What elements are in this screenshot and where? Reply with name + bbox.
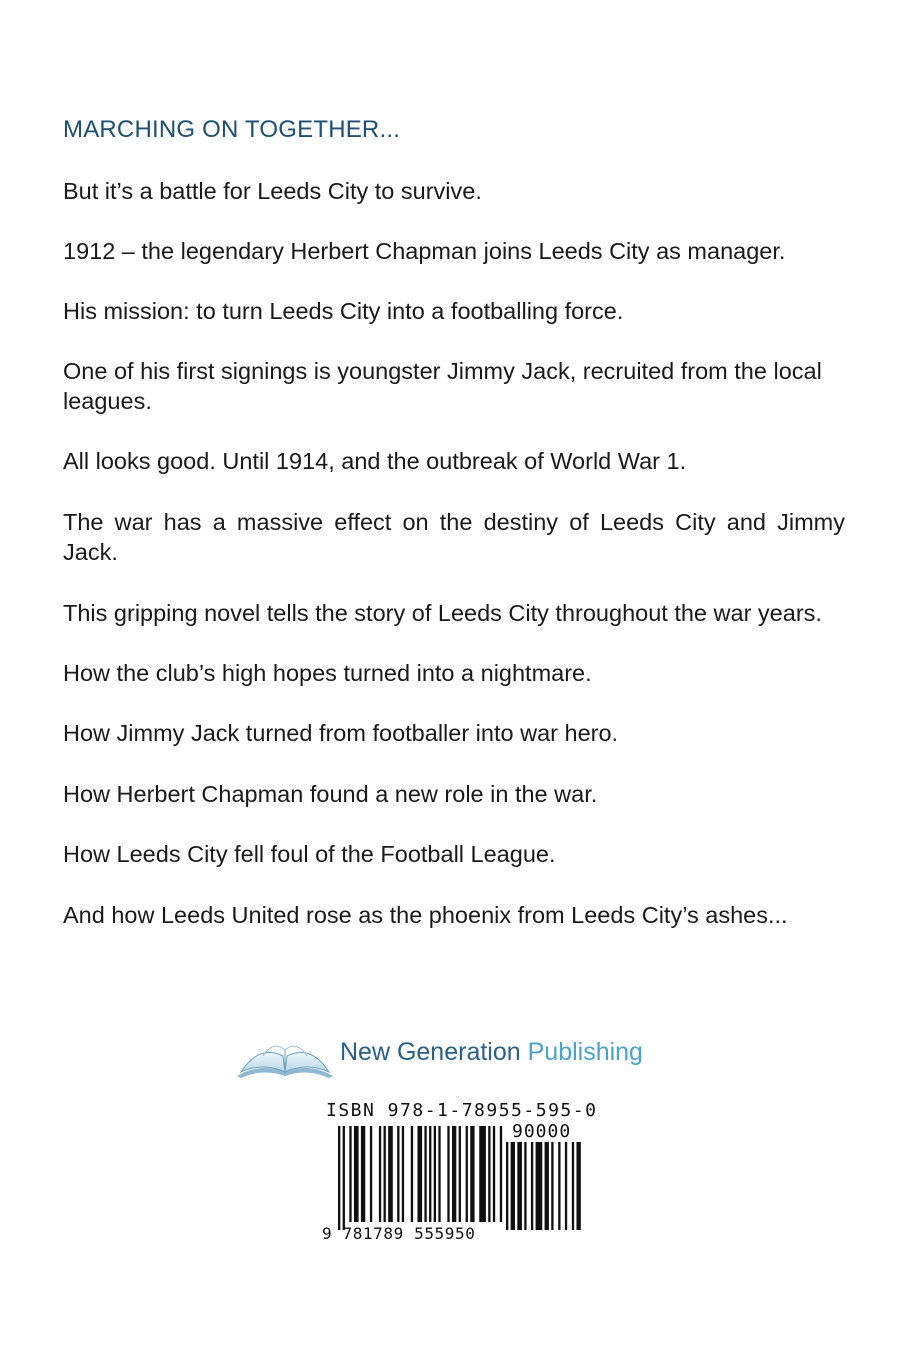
blurb-paragraph-4: One of his first signings is youngster Jimmy Jack, recruited from the local leagues. bbox=[63, 358, 822, 414]
barcode-bar bbox=[551, 1142, 553, 1230]
barcode-bar bbox=[452, 1126, 456, 1222]
isbn-barcode bbox=[322, 1100, 598, 1260]
barcode-bar bbox=[379, 1126, 381, 1222]
isbn-label: ISBN 978-1-78955-595-0 bbox=[326, 1100, 598, 1121]
barcode-bar bbox=[429, 1126, 431, 1222]
barcode-bar bbox=[479, 1126, 486, 1222]
barcode-bar bbox=[545, 1142, 549, 1230]
barcode-bar bbox=[424, 1126, 426, 1222]
barcode-digits: 9 781789 555950 bbox=[322, 1224, 476, 1243]
barcode-bars bbox=[338, 1126, 503, 1232]
price-barcode-bars bbox=[506, 1142, 582, 1242]
publisher-name-primary: New Generation bbox=[340, 1038, 521, 1066]
blurb-paragraph-1: But it’s a battle for Leeds City to survive. bbox=[63, 178, 482, 204]
barcode-bar bbox=[488, 1126, 490, 1222]
blurb-heading: MARCHING ON TOGETHER... bbox=[63, 116, 401, 143]
barcode-bar bbox=[447, 1126, 449, 1222]
barcode-bar bbox=[576, 1142, 580, 1230]
barcode-bar bbox=[506, 1142, 508, 1230]
barcode-bar bbox=[438, 1126, 440, 1222]
barcode-bar bbox=[370, 1126, 372, 1222]
barcode-bar bbox=[536, 1142, 543, 1230]
publisher-name-secondary: Publishing bbox=[527, 1038, 643, 1066]
barcode-bar bbox=[384, 1126, 386, 1222]
price-code: 90000 bbox=[512, 1121, 572, 1142]
barcode-bar bbox=[531, 1142, 533, 1230]
blurb-paragraph-8: How the club’s high hopes turned into a nightmare. bbox=[63, 660, 592, 686]
barcode-bar bbox=[343, 1126, 345, 1230]
blurb-paragraph-3: His mission: to turn Leeds City into a footballing force. bbox=[63, 298, 624, 324]
barcode-bar bbox=[434, 1126, 436, 1222]
blurb-paragraph-10: How Herbert Chapman found a new role in the war. bbox=[63, 781, 598, 807]
barcode-bar bbox=[511, 1142, 515, 1230]
barcode-bar bbox=[500, 1126, 502, 1222]
barcode-bar bbox=[493, 1126, 495, 1222]
publisher-logo bbox=[233, 1034, 673, 1082]
blurb-paragraph-12: And how Leeds United rose as the phoenix from Leeds City’s ashes... bbox=[63, 902, 788, 928]
barcode-bar bbox=[349, 1126, 351, 1222]
barcode-bar bbox=[565, 1142, 567, 1230]
publisher-name bbox=[340, 1038, 643, 1067]
blurb-paragraph-5: All looks good. Until 1914, and the outbreak of World War 1. bbox=[63, 448, 687, 474]
barcode-bar bbox=[572, 1142, 574, 1230]
barcode-bar bbox=[361, 1126, 365, 1222]
blurb-paragraph-2: 1912 – the legendary Herbert Chapman joins Leeds City as manager. bbox=[63, 238, 786, 264]
barcode-bar bbox=[402, 1126, 404, 1222]
barcode-bar bbox=[338, 1126, 340, 1230]
barcode-bar bbox=[397, 1126, 399, 1222]
barcode-bar bbox=[417, 1126, 422, 1222]
blurb-paragraph-9: How Jimmy Jack turned from footballer into war hero. bbox=[63, 720, 619, 746]
barcode-bar bbox=[354, 1126, 359, 1222]
blurb-paragraph-6: The war has a massive effect on the destiny of Leeds City and Jimmy Jack. bbox=[63, 509, 845, 565]
blurb-paragraph-7: This gripping novel tells the story of Leeds City throughout the war years. bbox=[63, 600, 822, 626]
barcode-bar bbox=[411, 1126, 413, 1222]
barcode-bar bbox=[388, 1126, 393, 1222]
barcode-bar bbox=[470, 1126, 474, 1222]
barcode-bar bbox=[466, 1126, 468, 1222]
barcode-bar bbox=[524, 1142, 526, 1230]
open-book-icon bbox=[233, 1036, 337, 1080]
barcode-bar bbox=[517, 1142, 522, 1230]
blurb-paragraph-11: How Leeds City fell foul of the Football League. bbox=[63, 841, 556, 867]
barcode-bar bbox=[459, 1126, 461, 1222]
barcode-bar bbox=[558, 1142, 560, 1230]
